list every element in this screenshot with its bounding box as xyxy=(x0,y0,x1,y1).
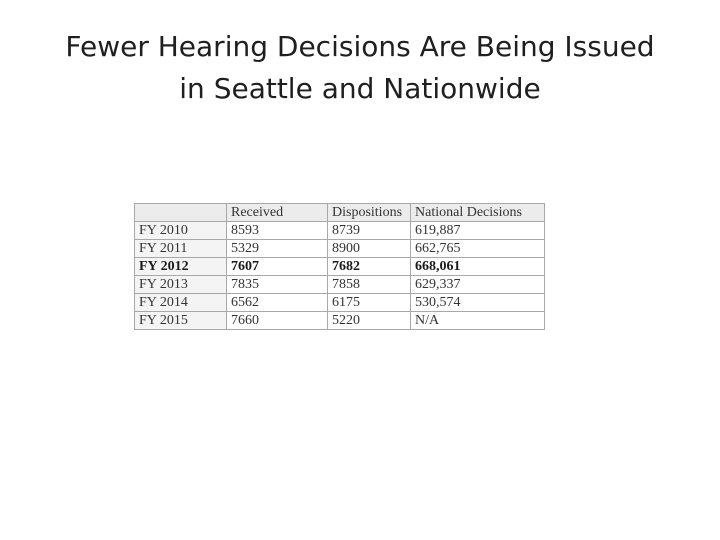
table-row xyxy=(135,222,545,240)
row-national-decisions: 530,574 xyxy=(411,294,545,312)
table-row xyxy=(135,294,545,312)
data-table-container xyxy=(134,203,545,330)
decisions-table xyxy=(134,203,545,330)
row-received: 8593 xyxy=(227,222,328,240)
table-header-row xyxy=(135,204,545,222)
slide-title xyxy=(20,26,700,110)
row-dispositions: 7682 xyxy=(328,258,411,276)
header-year xyxy=(135,204,227,222)
row-received: 6562 xyxy=(227,294,328,312)
header-dispositions: Dispositions xyxy=(328,204,411,222)
row-national-decisions: 668,061 xyxy=(411,258,545,276)
row-received: 7607 xyxy=(227,258,328,276)
row-year: FY 2010 xyxy=(135,222,227,240)
row-national-decisions: 629,337 xyxy=(411,276,545,294)
row-national-decisions: 662,765 xyxy=(411,240,545,258)
row-year: FY 2011 xyxy=(135,240,227,258)
row-received: 5329 xyxy=(227,240,328,258)
table-row xyxy=(135,276,545,294)
row-dispositions: 8900 xyxy=(328,240,411,258)
row-dispositions: 8739 xyxy=(328,222,411,240)
row-received: 7660 xyxy=(227,312,328,330)
slide-title-line-2: in Seattle and Nationwide xyxy=(179,72,541,105)
row-year: FY 2012 xyxy=(135,258,227,276)
header-received: Received xyxy=(227,204,328,222)
row-received: 7835 xyxy=(227,276,328,294)
table-row xyxy=(135,240,545,258)
row-dispositions: 5220 xyxy=(328,312,411,330)
table-row-highlighted xyxy=(135,258,545,276)
row-year: FY 2013 xyxy=(135,276,227,294)
row-national-decisions: 619,887 xyxy=(411,222,545,240)
row-year: FY 2014 xyxy=(135,294,227,312)
row-dispositions: 7858 xyxy=(328,276,411,294)
row-national-decisions: N/A xyxy=(411,312,545,330)
slide-title-line-1: Fewer Hearing Decisions Are Being Issued xyxy=(65,30,655,63)
row-year: FY 2015 xyxy=(135,312,227,330)
table-row xyxy=(135,312,545,330)
header-national-decisions: National Decisions xyxy=(411,204,545,222)
row-dispositions: 6175 xyxy=(328,294,411,312)
